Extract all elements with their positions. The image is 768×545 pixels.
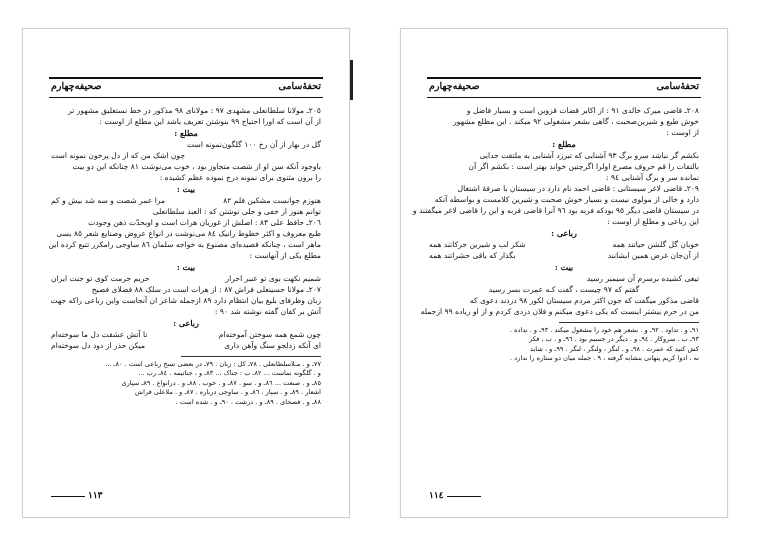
section-heading: بیت : — [176, 262, 196, 272]
verse-line — [429, 250, 699, 261]
header-book-title: تحفهٔ‌سامی — [278, 81, 321, 92]
hemistich: میکن حذر از دود دل سوخته‌ام — [51, 341, 146, 350]
section-heading: رباعی : — [173, 318, 199, 328]
hemistich: هنوزم جوانست مشکین قلم ٨٢ — [223, 196, 321, 205]
text-line: چون اشک من که از دل پرخون نمونه است — [51, 151, 186, 160]
hemistich: بگذار که باقی حشراتند همه — [429, 251, 516, 260]
hemistich: ای آنکه زدلجو سنگ وآهن داری — [224, 341, 321, 350]
page-number — [429, 491, 481, 501]
text-line: ٢٠٧ـ مولانا حسینعلی فراش ٨٧ : از هرات است در سلک ٨٨ فضلای فصیح — [91, 285, 321, 294]
text-line: مطلع یکی از آنهاست : — [249, 251, 321, 260]
footnote-line: ٩١ـ و . تداود . ٩٢ـ و . بشعر هم خود را مشغول میکند . ٩٣ـ و . نداده . — [509, 326, 699, 334]
section-heading: مطلع : — [174, 128, 198, 138]
verse-line — [51, 329, 321, 340]
hemistich: خوبان گل گلشن حیاتند همه — [612, 240, 699, 249]
text-line: ٢٠٨ـ قاضی میرک خالدی ٩١ : از اکابر قضات قزوین است و بسیار فاضل و — [466, 106, 699, 115]
text-line: قاضی مذکور میگفت که جون اکثر مردم سیستان لکور ٩٨ دزدند دعوی که — [469, 296, 699, 305]
left-page — [22, 28, 350, 518]
text-line: در سیستان قاضی دیگر ٩٥ بودکه فربه بود ٩٦ آنرا قاضی فربه و این را قاضی لاغر میگفتند و — [412, 206, 699, 215]
page-number-text: ١١٤ — [429, 491, 444, 501]
hemistich: چون شمع همه سوختن آموخته‌ام — [218, 330, 321, 339]
section-heading: بیت : — [176, 184, 196, 194]
right-page — [400, 28, 728, 518]
running-header — [49, 77, 323, 99]
text-line: بالتفات را قم حروف مصرع اولرا اگرچنین خواند بهتر است : بکشم اگر آن — [468, 162, 699, 171]
verse-line — [51, 340, 321, 351]
header-chapter: صحیفه‌چهارم — [429, 81, 480, 92]
page-body — [412, 105, 699, 364]
text-line: ٢٠٥ـ مولانا سلطانعلی مشهدی ٩٧ : مولانای ٩٨ مذکور در خط نستعلیق مشهور تر — [68, 106, 321, 115]
text-line: طبع معروف و اکثر خطوط رانیک ٨٤ می‌نوشت در انواع عروض وصنایع شعر ٨٥ بسی — [56, 229, 321, 238]
hemistich: از آن‌جان غرض همین ایشانند — [607, 251, 699, 260]
text-line: توانم هنوز از خفی و جلی نوشتن که : العبد سلطانعلی — [152, 207, 321, 216]
footnote-line: و . گلگونه نماست ... ٨٢ـ ب : جناک ... ٨٣ـ و ، جنانیمه . ٨٤ـ رب ... — [138, 369, 321, 378]
text-line: خوش طبع و شیرین‌صحبت ، گاهی بشعر مشغولی ٩٢ میکند . این مطلع مشهور — [453, 117, 699, 126]
verse-line — [429, 239, 699, 250]
text-line: از اوست : — [666, 128, 699, 137]
hemistich: شمیم نکهت بوی تو عنبر احرار — [225, 274, 321, 283]
text-line: آتش بر کفان گفته نوشته شد ٩٠ : — [214, 307, 321, 316]
footnote-line: ٨٨ـ و . فصحای . ٨٩ـ و . درشت . ٩٠ـ و . شده است . — [175, 397, 321, 406]
text-line: ٢٠٩ـ قاضی لاغر سیستانی : قاضی احمد نام دارد در سیستان با صرفهٔ اشتغال — [457, 184, 699, 193]
page-number — [51, 491, 103, 501]
header-book-title: تحفهٔ‌سامی — [656, 81, 699, 92]
section-heading: مطلع : — [552, 139, 576, 149]
section-heading: رباعی : — [551, 228, 577, 238]
text-line: دارد و خالی از مولوی نیست و بسیار خوش صحبت و شیرین کلامست و بواسطه آنکه — [434, 195, 699, 204]
text-line: باوجود آنکه سن او از شصت متجاوز بود ، خوب می‌نوشت ٨١ چنانکه این دو بیت — [72, 162, 321, 171]
gutter-mark — [350, 60, 353, 100]
footnote-line: ٨٥ـ و . صنعت ... ٨٦ـ و . سو . ٨٧ـ و . خوب . ٨٨ـ و . درانواع . ٨٩ـ سپاری — [121, 378, 321, 387]
hemistich: حریم حرمت کوی تو جنت ایران — [51, 274, 150, 283]
footnote-line: نه ، ادوا کریم پنهانی بنشابه گرفته ، ٩ . جمله میان دو ستاره را ندارد . — [510, 354, 699, 363]
text-line: زبان وظرفای بلیغ بیان انتظام دارد ٨٩ ازجمله شاعر ان آنجاست واین رباعی راکه جهت — [50, 296, 321, 305]
text-line: من در حرم بیشتر اینست که یکی دعوی میکنم و فلان دزدی کردم و از او زیاده ٩٩ ازجمله — [420, 307, 699, 316]
page-number-text: ١١٣ — [88, 491, 103, 501]
text-line: گفتم که ٩٧ چیست ، گفت کـه عمرت بسر رسید — [488, 285, 640, 294]
footnote-line: کش کنید که عمرت . ٩٨ـ و . لنگر ، ولنگر ، لنگر . ٩٩ـ و ، شاید — [530, 344, 699, 353]
footnote-separator — [181, 356, 321, 357]
footnote-separator — [559, 322, 699, 323]
text-line: گل در بهار از آن رخ ١٠٠ گلگون‌نمونه است — [187, 140, 321, 149]
footnote-line: ٩٣ـ ب . سروکار . ٩٤ـ و . دیگر در جسیم بود . ٩٦ـ و ، ب ، فکر — [528, 335, 699, 344]
text-line: ماهر است ، چنانکه قصیده‌ای مصنوع به خواجه سلمان ٨٦ ساوجی رامکرر تتبع کرده این — [48, 240, 321, 249]
footnote-line: اشعار . ٨٩ـ و . سپار . ٨٦ـ و . ساوجی درباره . ٨٧ـ و . ملاعلی فراش — [135, 388, 321, 397]
footnote-line: ٧٧ـ و . مـلاسلطانعلی . ٧٨ـ کل : زبان . ٧٩ـ در بعضی نسخ رباعی است . ٨٠ـ ... — [105, 360, 321, 368]
text-line: تیغی کشیده برسرم آن سیمبر رسید — [586, 274, 699, 283]
text-line: نمانده سر و برگ آشنایی ٩٤ : — [606, 173, 699, 182]
hemistich: شکر لب و شیرین حرکاتند همه — [429, 240, 526, 249]
verse-line — [51, 195, 321, 206]
text-line: بکشم گر نباشد سرو برگ ٩٣ آشنایی که تبرزد آشنایی به ملتقت جدایی — [479, 151, 699, 160]
text-line: را برون مثنوی برای نمونه درج نموده عظم کشیده : — [159, 173, 321, 182]
running-header — [427, 77, 701, 99]
text-line: از آن است که اورا احتیاج ٩٩ بنوشتن تعریف باشد این مطلع از اوست : — [99, 117, 321, 126]
page-body — [48, 105, 321, 407]
text-line: این رباعی و مطلع از اوست : — [607, 217, 699, 226]
hemistich: تا آتش عشقت دل ما سوخته‌ام — [51, 330, 148, 339]
verse-line — [51, 273, 321, 284]
header-chapter: صحیفه‌چهارم — [51, 81, 102, 92]
text-line: ٢٠٦ـ حافظ علی ٨٣ : اصلش از غوریان هرات است و اوبحدّت ذهن وجودت — [88, 218, 321, 227]
hemistich: مرا عمر شصت و سه شد بیش و کم — [51, 196, 166, 205]
section-heading: بیت : — [554, 262, 574, 272]
